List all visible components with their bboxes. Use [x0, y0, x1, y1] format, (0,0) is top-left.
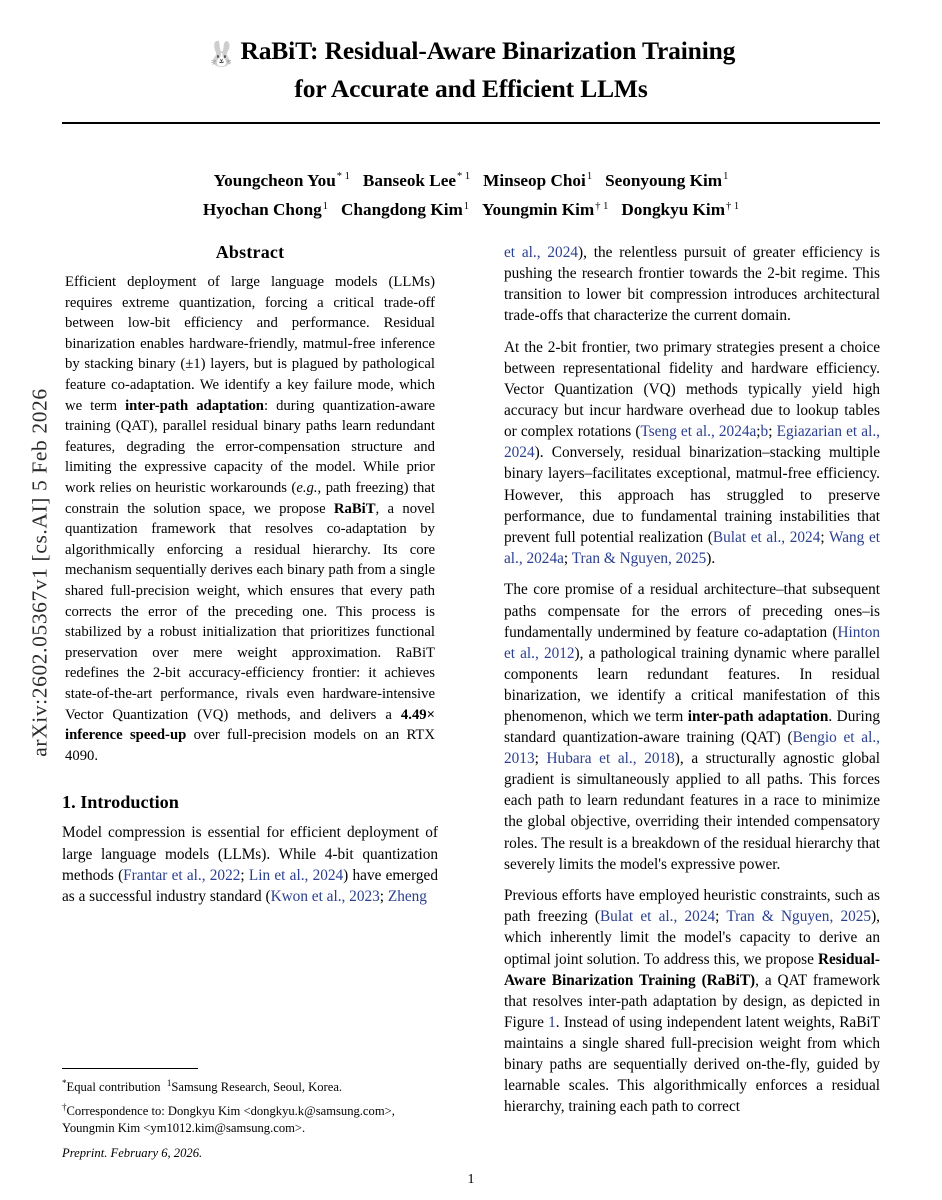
citation-link[interactable]: Tran & Nguyen, 2025	[571, 549, 707, 567]
bold-term: Residual-Aware Binarization Training (RaBiT)	[504, 950, 880, 989]
footnote-block	[62, 1068, 438, 1164]
paper-title	[62, 34, 880, 105]
citation-link[interactable]: Bengio et al., 2013	[504, 729, 880, 768]
introduction-paragraph-3: The core promise of a residual architecture–that subsequent paths compensate for the errors of preceding ones–is fundamentally undermined by feature co-adaptation (Hinton et al., 2012), a pathological training dynamic where parallel components learn redundant features. In residual binarization, we identify a critical manifestation of this phenomenon, which we term inter-path adaptation. During standard quantization-aware training (QAT) (Bengio et al., 2013; Hubara et al., 2018), a structurally agnostic global gradient is simultaneously applied to all paths. This forces each path to learn redundant features in a race to minimize the global objective, overriding their intended compensatory roles. The result is a breakdown of the residual hierarchy that severely limits the model's expressive power.	[504, 581, 880, 873]
citation-link[interactable]: Hubara et al., 2018	[546, 750, 675, 768]
citation-link[interactable]: Zheng	[387, 887, 427, 905]
author-affiliation-mark: † 1	[726, 200, 740, 212]
author-affiliation-mark: 1	[322, 200, 328, 212]
author-affiliation-mark: 1	[723, 171, 729, 182]
introduction-paragraph-4: Previous efforts have employed heuristic constraints, such as path freezing (Bulat et al., 2024; Tran & Nguyen, 2025), which inherently limit the model's capacity to derive an optimal joint solution. To address this, we propose Residual-Aware Binarization Training (RaBiT), a QAT framework that resolves inter-path adaptation by design, as depicted in Figure 1. Instead of using independent latent weights, RaBiT maintains a single shared full-precision weight from which binary paths are sequentially derived on-the-fly, guided by learnable scales. This algorithmically enforces a residual hierarchy, training each path to correct	[504, 887, 881, 1116]
introduction-paragraph-1: Model compression is essential for efficient deployment of large language models (LLMs). While 4-bit quantization methods (Frantar et al., 2022; Lin et al., 2024) have emerged as a successful industry standard (Kwon et al., 2023; Zheng	[62, 824, 438, 905]
author-name: Youngcheon You$^{* 1}$	[213, 170, 350, 190]
author-row-1	[62, 164, 880, 194]
citation-link[interactable]: Tseng et al., 2024a	[640, 423, 757, 441]
author-name: Minseop Choi$^1$	[483, 170, 593, 190]
bold-term: 4.49× inference speed-up	[65, 706, 435, 744]
header-divider	[62, 122, 880, 124]
citation-link[interactable]: Kwon et al., 2023	[270, 887, 380, 905]
footnote-correspondence: †Correspondence to: Dongkyu Kim <dongkyu.k@samsung.com>, Youngmin Kim <ym1012.kim@samsung.com>.	[62, 1101, 395, 1136]
citation-link[interactable]: Egiazarian et al., 2024	[504, 423, 880, 462]
paper-page	[62, 0, 880, 1200]
author-affiliation-mark: † 1	[595, 200, 609, 212]
footnote-equal-contribution: *Equal contribution $^1$Samsung Research, Seoul, Korea.	[62, 1078, 343, 1095]
bold-term: RaBiT	[333, 500, 376, 517]
title-line-1	[62, 34, 880, 72]
author-row-2	[62, 194, 880, 224]
body-columns	[62, 242, 880, 1182]
page-number: 1	[467, 1172, 475, 1187]
footnote-preprint: Preprint. February 6, 2026.	[62, 1145, 203, 1160]
right-column	[504, 242, 880, 1128]
left-column	[62, 242, 438, 917]
author-list	[62, 164, 880, 223]
author-name: Seonyoung Kim$^1$	[605, 170, 729, 190]
abstract-text: Efficient deployment of large language models (LLMs) requires extreme quantization, forcing a critical trade-off between low-bit efficiency and performance. Residual binarization enables hardware-friendly, matmul-free inference by stacking binary (±1) layers, but is plagued by pathological feature co-adaptation. We identify a key failure mode, which we term inter-path adaptation: during quantization-aware training (QAT), parallel residual binary paths learn redundant features, degrading the error-compensation structure and limiting the expressive capacity of the model. While prior work relies on heuristic workarounds (e.g., path freezing) that constrain the solution space, we propose RaBiT, a novel quantization framework that resolves co-adaptation by algorithmically enforcing a residual hierarchy. Its core mechanism sequentially derives each binary path from a single shared full-precision weight, which ensures that every path corrects the error of the preceding one. This process is stabilized by a robust initialization that prioritizes functional preservation over mere weight approximation. RaBiT redefines the 2-bit accuracy-efficiency frontier: it achieves state-of-the-art performance, rivals even hardware-intensive Vector Quantization (VQ) methods, and delivers a 4.49× inference speed-up over full-precision models on an RTX 4090.	[65, 274, 435, 764]
citation-link[interactable]: Tran & Nguyen, 2025	[726, 908, 872, 926]
author-name: Banseok Lee$^{* 1}$	[362, 170, 471, 190]
author-affiliation-mark: 1	[463, 200, 470, 212]
citation-link[interactable]: Bulat et al., 2024	[712, 528, 821, 546]
arxiv-vertical-stamp: arXiv:2602.05367v1 [cs.AI] 5 Feb 2026	[27, 388, 52, 757]
citation-link[interactable]: et al., 2024	[504, 244, 578, 261]
introduction-paragraph-1-cont: et al., 2024), the relentless pursuit of greater efficiency is pushing the research frontier towards the 2-bit regime. This transition to lower bit compression introduces architectural trade-offs that characterize the current domain.	[504, 244, 880, 325]
author-name: Changdong Kim$^1$	[341, 200, 470, 220]
author-name: Youngmin Kim$^{\dagger 1}$	[482, 200, 609, 220]
citation-link[interactable]: Bulat et al., 2024	[599, 908, 716, 926]
bold-term: inter-path adaptation	[125, 397, 264, 414]
citation-link[interactable]: Lin et al., 2024	[248, 866, 344, 884]
citation-link[interactable]: Hinton et al., 2012	[504, 623, 880, 662]
footnote-divider	[62, 1068, 198, 1069]
citation-link[interactable]: b	[760, 423, 769, 441]
rabbit-icon: 🐰	[206, 42, 237, 68]
title-line-2: for Accurate and Efficient LLMs	[294, 74, 648, 103]
author-name: Dongkyu Kim$^{\dagger 1}$	[621, 200, 740, 220]
author-affiliation-mark: * 1	[457, 171, 471, 182]
author-affiliation-mark: 1	[586, 171, 593, 182]
author-affiliation-mark: * 1	[336, 171, 350, 182]
abstract-heading: Abstract	[215, 242, 285, 262]
citation-link[interactable]: Frantar et al., 2022	[123, 866, 241, 884]
author-name: Hyochan Chong$^1$	[202, 200, 328, 220]
citation-link[interactable]: 1	[548, 1013, 556, 1031]
title-text-1: RaBiT: Residual-Aware Binarization Training	[240, 36, 736, 65]
introduction-paragraph-2: At the 2-bit frontier, two primary strategies present a choice between representational fidelity and hardware efficiency. Vector Quantization (VQ) methods typically yield high accuracy but incur hardware overhead due to lookup tables or complex rotations (Tseng et al., 2024a;b; Egiazarian et al., 2024). Conversely, residual binarization–stacking multiple binary layers–facilitates exceptional, matmul-free efficiency. However, this approach has struggled to preserve performance, due to fundamental training instabilities that prevent full potential realization (Bulat et al., 2024; Wang et al., 2024a; Tran & Nguyen, 2025).	[504, 338, 880, 567]
citation-link[interactable]: Wang et al., 2024a	[504, 528, 880, 567]
introduction-heading: 1. Introduction	[62, 792, 179, 813]
bold-term: inter-path adaptation	[687, 707, 829, 725]
